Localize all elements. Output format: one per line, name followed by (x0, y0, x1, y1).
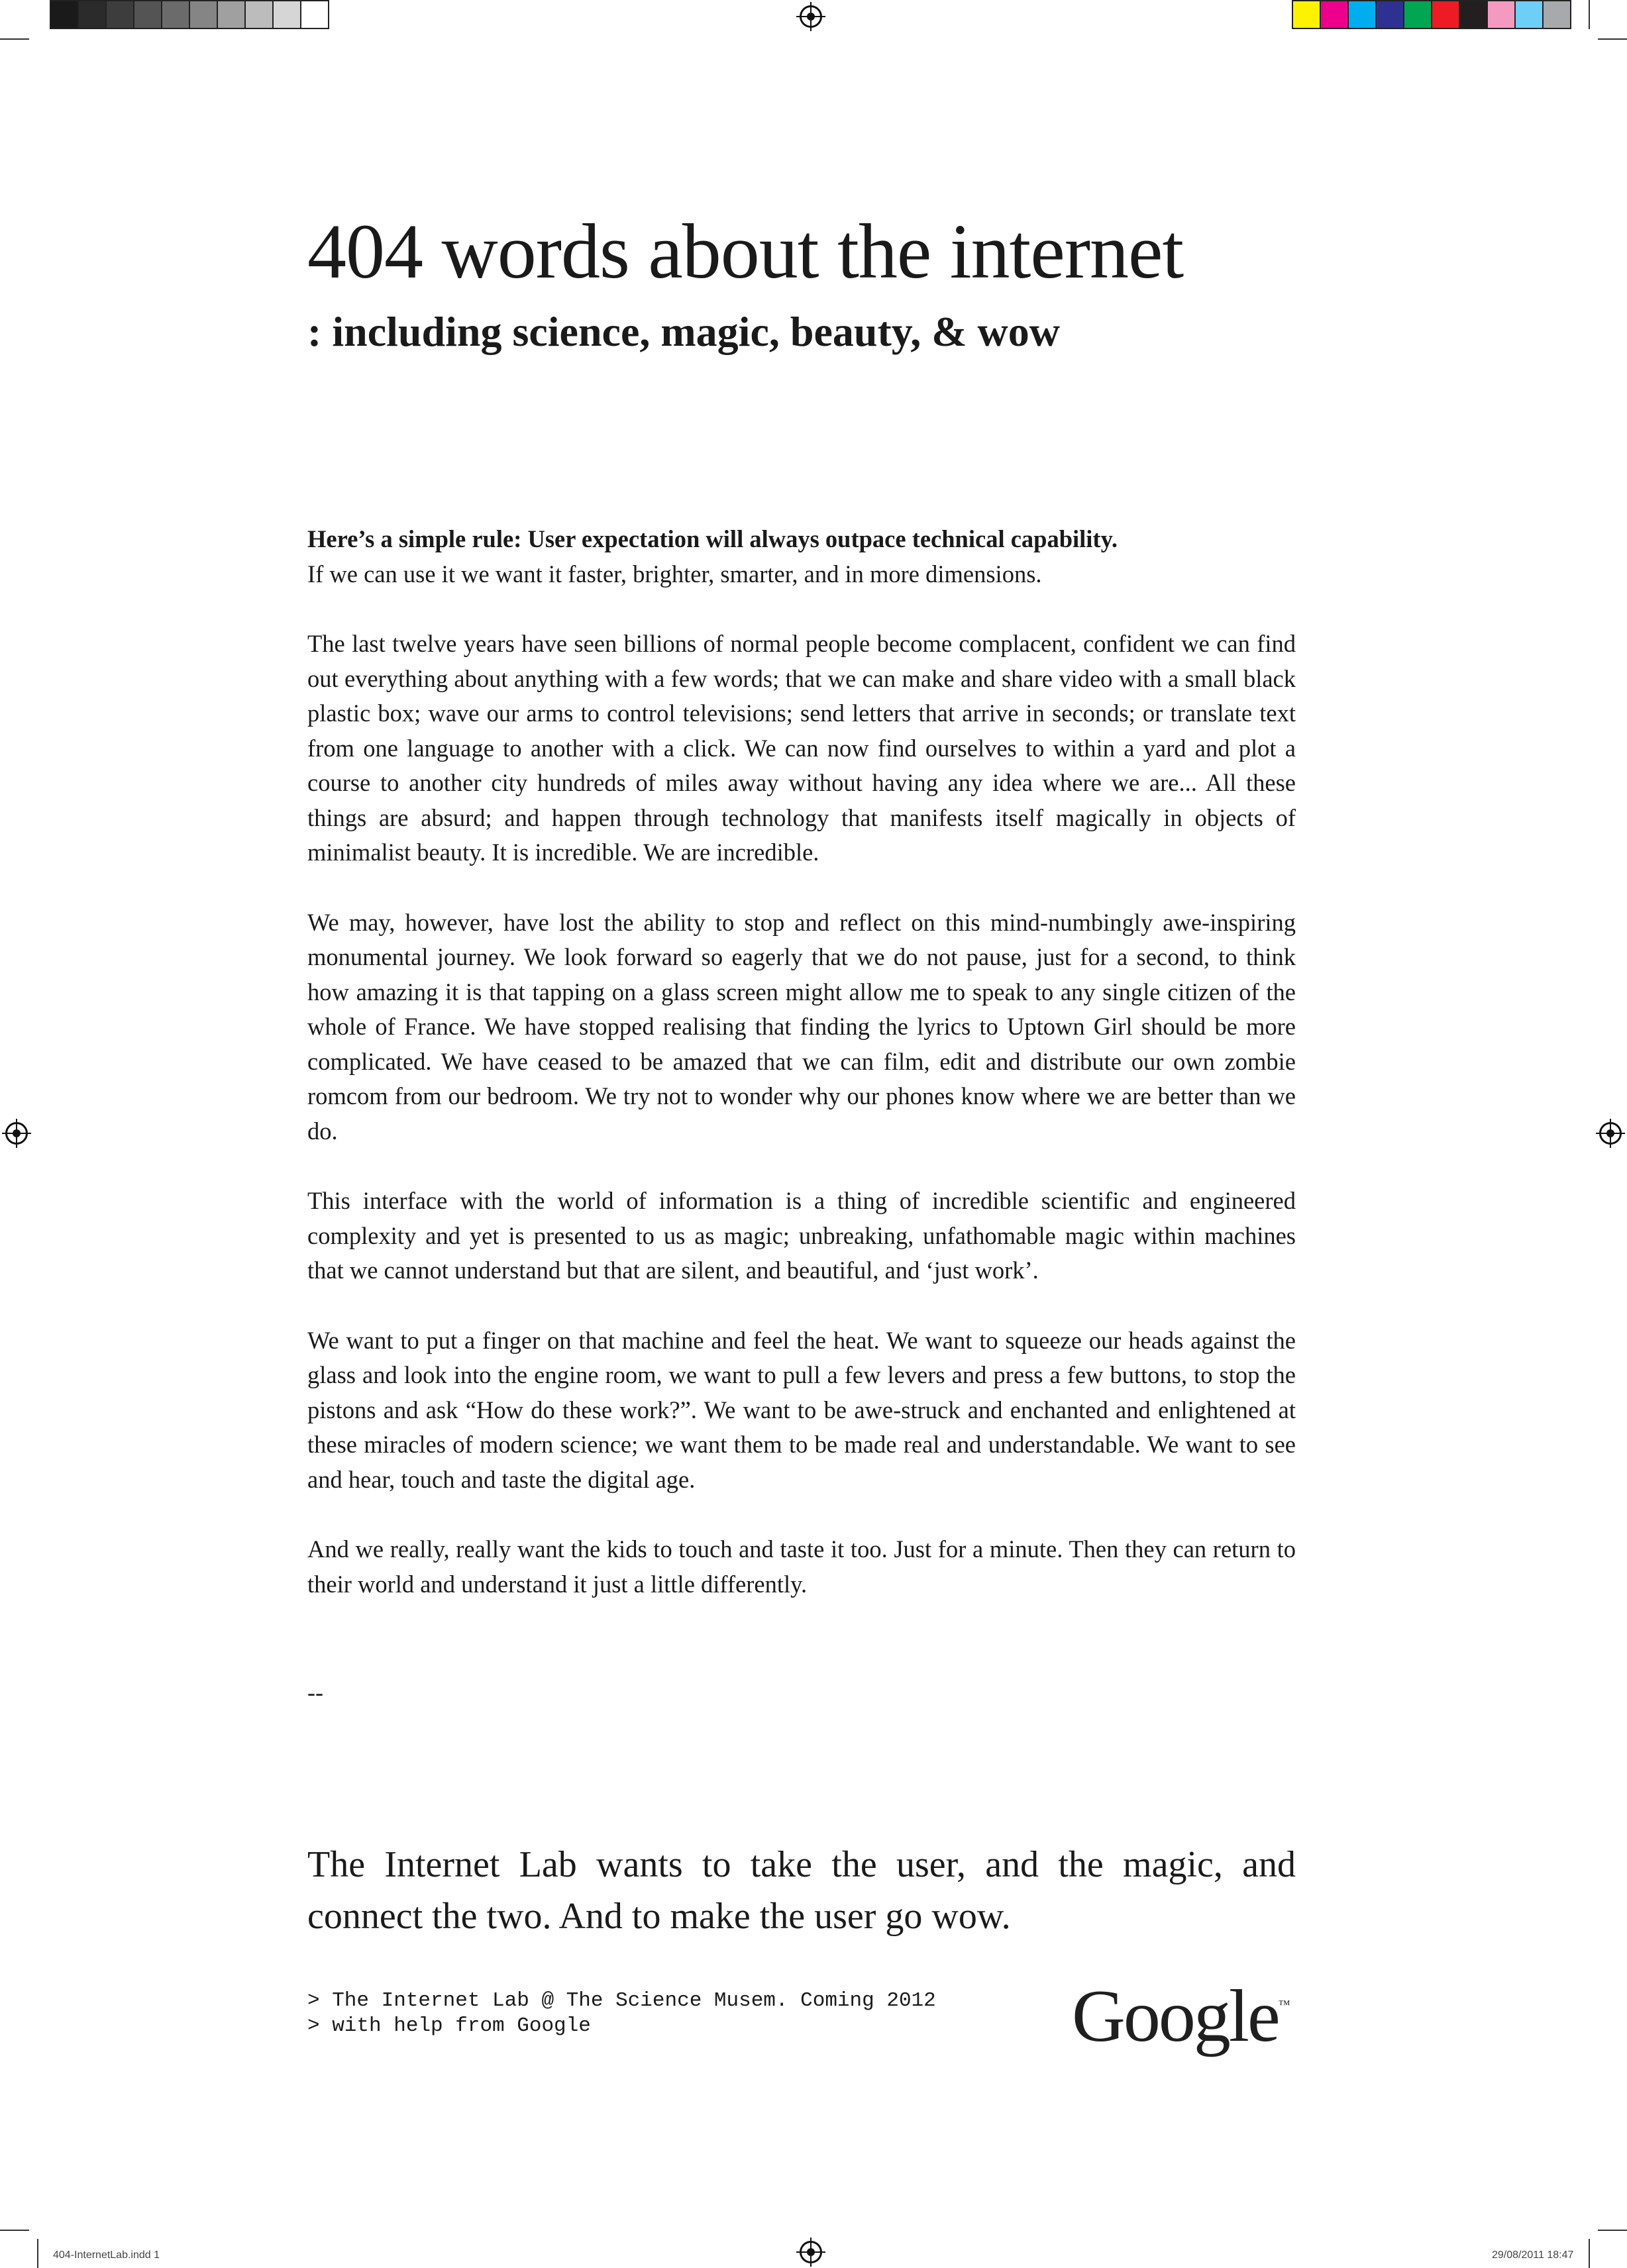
color-swatch-10 (1542, 0, 1571, 29)
trademark-symbol: ™ (1278, 1998, 1290, 2011)
footer-credits (307, 1988, 936, 2039)
color-swatch-2 (1320, 0, 1349, 29)
gray-swatch-2 (78, 0, 107, 29)
color-swatch-3 (1347, 0, 1377, 29)
google-logo-text: Google (1072, 1975, 1279, 2057)
color-swatch-1 (1292, 0, 1321, 29)
gray-swatch-1 (50, 0, 79, 29)
intro-paragraph (307, 522, 1296, 592)
crop-mark (1598, 2230, 1627, 2231)
gray-swatch-10 (300, 0, 329, 29)
crop-mark (1589, 0, 1590, 29)
paragraph-4: We want to put a finger on that machine and feel the heat. We want to squeeze our heads against the glass and look into the engine room, we want to pull a few levers and press a few buttons, to stop the pistons and ask “How do these work?”. We want to be awe-struck and enchanted and enlightened at these miracles of modern science; we want them to be made real and understandable. We want to see and hear, touch and taste the digital age. (307, 1326, 1296, 1493)
gray-swatch-6 (189, 0, 218, 29)
registration-mark-top (800, 5, 822, 28)
slug-filename: 404-InternetLab.indd 1 (53, 2249, 160, 2261)
registration-mark-right (1599, 1122, 1622, 1145)
gray-swatch-3 (105, 0, 134, 29)
gray-swatch-9 (272, 0, 301, 29)
registration-mark-left (5, 1122, 28, 1145)
registration-mark-bottom (800, 2241, 822, 2263)
section-divider: -- (307, 1679, 323, 1706)
crop-mark (1589, 2239, 1590, 2268)
google-logo (1072, 1974, 1290, 2059)
gray-swatch-8 (244, 0, 274, 29)
color-swatch-8 (1487, 0, 1516, 29)
gray-swatch-7 (217, 0, 246, 29)
footer-line-2: > with help from Google (307, 2014, 591, 2037)
paragraph-1: The last twelve years have seen billions of normal people become complacent, confident we can find out everything about anything with a few words; that we can make and share video with a small black plastic box; wave our arms to control televisions; send letters that arrive in seconds; or translate text from one language to another with a click. We can now find ourselves to within a yard and plot a course to another city hundreds of miles away without having any idea where we are... All these things are absurd; and happen through technology that manifests itself magically in objects of minimalist beauty. It is incredible. We are incredible. (307, 630, 1296, 866)
crop-mark (1598, 38, 1627, 40)
color-swatch-9 (1514, 0, 1544, 29)
paragraph-5: And we really, really want the kids to touch and taste it too. Just for a minute. Then they can return to their world and understand it just a little differently. (307, 1535, 1296, 1598)
grayscale-swatch-bar (50, 0, 328, 29)
intro-text: If we can use it we want it faster, brighter, smarter, and in more dimensions. (307, 560, 1042, 588)
crop-mark (37, 2239, 38, 2268)
intro-lead: Here’s a simple rule: User expectation will always outpace technical capability. (307, 525, 1118, 552)
footer-line-1: > The Internet Lab @ The Science Musem. Coming 2012 (307, 1989, 936, 2012)
gray-swatch-5 (161, 0, 190, 29)
crop-mark (0, 2230, 29, 2231)
color-swatch-7 (1459, 0, 1488, 29)
color-swatch-4 (1375, 0, 1404, 29)
color-swatch-5 (1403, 0, 1432, 29)
color-swatch-6 (1431, 0, 1460, 29)
page-subtitle: : including science, magic, beauty, & wow (307, 308, 1060, 355)
crop-mark (0, 38, 29, 40)
article-body (307, 522, 1296, 1637)
tagline: The Internet Lab wants to take the user, and the magic, and connect the two. And to make the user go wow. (307, 1844, 1296, 1937)
page-title: 404 words about the internet (307, 208, 1184, 295)
paragraph-3: This interface with the world of information is a thing of incredible scientific and engineered complexity and yet is presented to us as magic; unbreaking, unfathomable magic within machines that we cannot understand but that are silent, and beautiful, and ‘just work’. (307, 1187, 1296, 1284)
slug-datetime: 29/08/2011 18:47 (1492, 2249, 1574, 2261)
color-swatch-bar (1292, 0, 1570, 29)
gray-swatch-4 (133, 0, 162, 29)
paragraph-2: We may, however, have lost the ability to stop and reflect on this mind-numbingly awe-inspiring monumental journey. We look forward so eagerly that we do not pause, just for a second, to think how amazing it is that tapping on a glass screen might allow me to speak to any single citizen of the whole of France. We have stopped realising that finding the lyrics to Uptown Girl should be more complicated. We have ceased to be amazed that we can film, edit and distribute our own zombie romcom from our bedroom. We try not to wonder why our phones know where we are better than we do. (307, 908, 1296, 1145)
